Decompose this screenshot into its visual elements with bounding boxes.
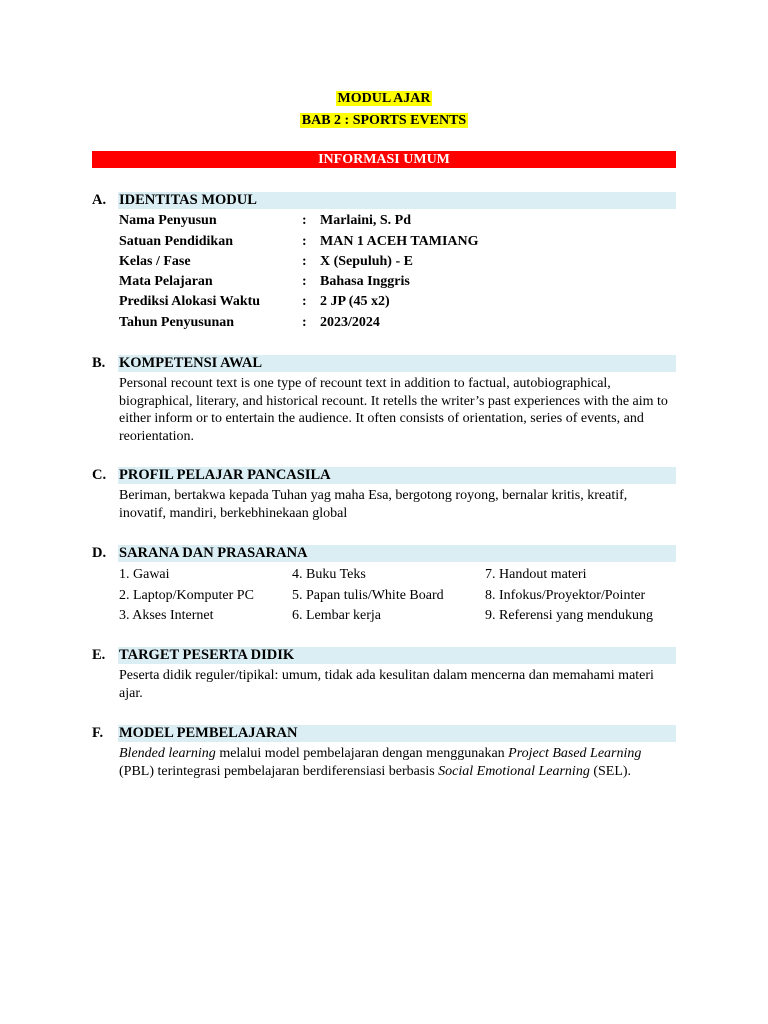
sarana-item: 8. Infokus/Proyektor/Pointer <box>485 588 646 603</box>
identity-label: Nama Penyusun <box>119 213 217 228</box>
kompetensi-awal-text: Personal recount text is one type of recount text in addition to factual, autobiographical, biographical, literary, and historical recount. It retells the writer’s past experiences with the aim to either inform or to entertain the audience. It often consists of orientation, series of events, and reorientation. <box>119 376 668 444</box>
section-a-title: IDENTITAS MODUL <box>119 192 257 208</box>
identity-separator: : <box>302 213 307 228</box>
sel-term: Social Emotional Learning <box>438 763 590 779</box>
identity-value: 2 JP (45 x2) <box>320 294 390 309</box>
section-d-title: SARANA DAN PRASARANA <box>119 545 308 561</box>
identity-separator: : <box>302 254 307 269</box>
section-e-title: TARGET PESERTA DIDIK <box>119 647 295 663</box>
informasi-umum-banner: INFORMASI UMUM <box>92 151 676 168</box>
identity-label: Kelas / Fase <box>119 254 191 269</box>
section-a-header <box>92 192 676 209</box>
section-b-header <box>92 355 676 372</box>
identity-value: 2023/2024 <box>320 315 380 330</box>
identity-separator: : <box>302 274 307 289</box>
section-b-letter: B. <box>92 355 106 371</box>
sarana-item: 1. Gawai <box>119 567 170 582</box>
section-f-letter: F. <box>92 725 104 741</box>
identity-label: Satuan Pendidikan <box>119 234 233 249</box>
model-pembelajaran-text <box>119 745 676 780</box>
model-text-part: (PBL) terintegrasi pembelajaran berdiferensiasi berbasis <box>119 763 439 779</box>
identity-separator: : <box>302 294 307 309</box>
identity-value: MAN 1 ACEH TAMIANG <box>320 234 479 249</box>
sarana-item: 9. Referensi yang mendukung <box>485 608 653 623</box>
target-peserta-text: Peserta didik reguler/tipikal: umum, tidak ada kesulitan dalam mencerna dan memahami materi ajar. <box>119 668 654 701</box>
document-title: MODUL AJAR <box>337 91 431 106</box>
identity-label: Prediksi Alokasi Waktu <box>119 294 261 309</box>
blended-learning-term: Blended learning <box>119 746 216 761</box>
identity-separator: : <box>302 234 307 249</box>
document-title-line <box>0 89 768 108</box>
section-e-header <box>92 647 676 664</box>
sarana-item: 6. Lembar kerja <box>292 608 382 623</box>
identity-separator: : <box>302 315 307 330</box>
section-d-letter: D. <box>92 545 107 561</box>
profil-pelajar-text: Beriman, bertakwa kepada Tuhan yag maha Esa, bergotong royong, bernalar kritis, kreatif, inovatif, mandiri, berkebhinekaan global <box>119 488 628 521</box>
identity-value: Bahasa Inggris <box>320 274 410 289</box>
document-subtitle-line <box>0 111 768 130</box>
sarana-item: 2. Laptop/Komputer PC <box>119 588 254 603</box>
section-d-header <box>92 545 676 562</box>
document-subtitle: BAB 2 : SPORTS EVENTS <box>301 113 467 128</box>
identity-label: Tahun Penyusunan <box>119 315 235 330</box>
section-b-title: KOMPETENSI AWAL <box>119 355 263 371</box>
section-c-letter: C. <box>92 467 107 483</box>
sarana-item: 3. Akses Internet <box>119 608 214 623</box>
section-a-letter: A. <box>92 192 107 208</box>
section-c-title: PROFIL PELAJAR PANCASILA <box>119 467 331 483</box>
section-f-header <box>92 725 676 742</box>
identity-value: X (Sepuluh) - E <box>320 254 413 269</box>
model-text-part: melalui model pembelajaran dengan menggunakan <box>215 746 509 761</box>
model-text-part: (SEL). <box>589 763 632 779</box>
sarana-item: 5. Papan tulis/White Board <box>292 588 444 603</box>
identity-label: Mata Pelajaran <box>119 274 213 289</box>
pbl-term: Project Based Learning <box>508 746 642 761</box>
section-f-title: MODEL PEMBELAJARAN <box>119 725 298 741</box>
sarana-item: 4. Buku Teks <box>292 567 366 582</box>
section-c-header <box>92 467 676 484</box>
section-e-letter: E. <box>92 647 106 663</box>
sarana-item: 7. Handout materi <box>485 567 587 582</box>
identity-value: Marlaini, S. Pd <box>320 213 412 228</box>
